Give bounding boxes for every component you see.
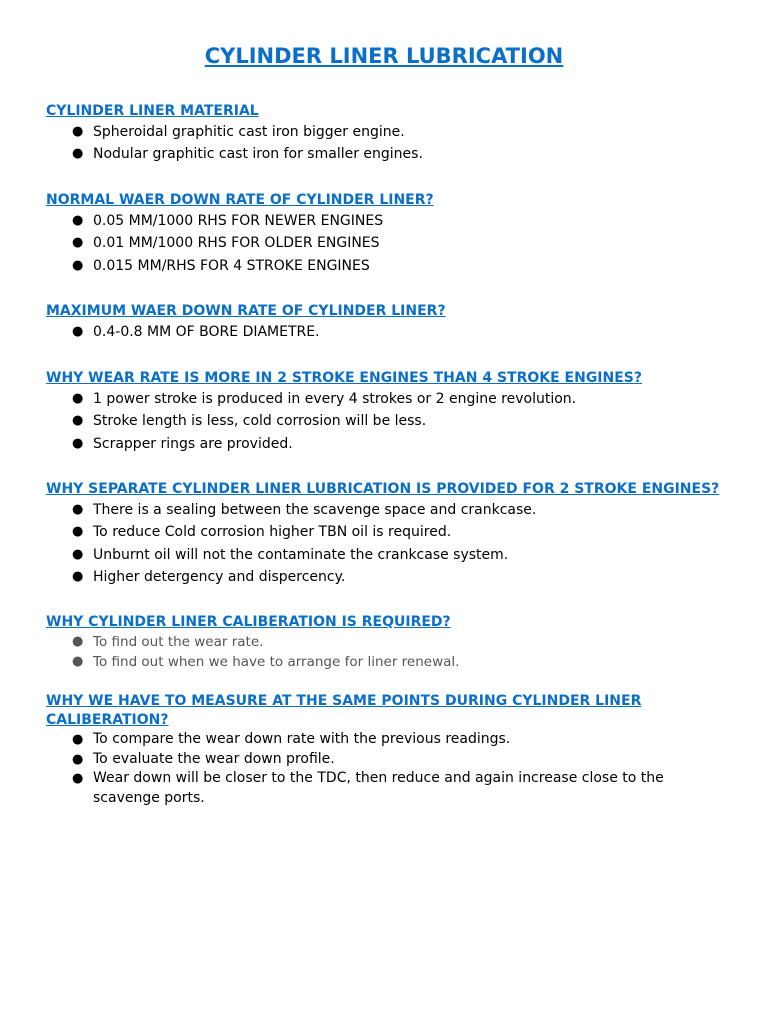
section-normal-wear-rate <box>46 191 736 277</box>
section-separate-lubrication <box>46 480 736 588</box>
section-liner-material <box>46 102 736 166</box>
list-item <box>46 521 736 543</box>
list-item-text: To reduce Cold corrosion higher TBN oil is required. <box>93 524 452 541</box>
list-item <box>46 769 726 808</box>
list-item-text: 0.4-0.8 MM OF BORE DIAMETRE. <box>93 324 320 340</box>
list-item-text: 0.015 MM/RHS FOR 4 STROKE ENGINES <box>93 257 370 274</box>
bullet-icon: ● <box>72 413 84 429</box>
list-item-text: Unburnt oil will not the contaminate the crankcase system. <box>93 546 509 563</box>
list-item <box>46 232 736 254</box>
bullet-icon: ● <box>72 391 84 406</box>
bullet-icon: ● <box>72 324 84 339</box>
list-item-text: Higher detergency and dispercency. <box>93 568 346 585</box>
bullet-list <box>46 499 736 588</box>
list-item <box>46 730 726 750</box>
section-heading: WHY WE HAVE TO MEASURE AT THE SAME POINTS DURING CYLINDER LINER CALIBERATION? <box>46 693 642 728</box>
list-item-text: To evaluate the wear down profile. <box>93 750 335 767</box>
list-item-text: Wear down will be closer to the TDC, then reduce and again increase close to the scavenge ports. <box>93 770 664 806</box>
list-item <box>46 632 736 652</box>
bullet-icon: ● <box>72 751 84 767</box>
list-item <box>46 210 736 232</box>
list-item <box>46 388 736 410</box>
section-heading: WHY CYLINDER LINER CALIBERATION IS REQUIRED? <box>46 614 451 630</box>
bullet-icon: ● <box>72 634 84 649</box>
section-heading: WHY SEPARATE CYLINDER LINER LUBRICATION IS PROVIDED FOR 2 STROKE ENGINES? <box>46 481 720 497</box>
bullet-list <box>46 632 736 672</box>
list-item <box>46 410 736 432</box>
bullet-icon: ● <box>72 235 84 251</box>
document-title: CYLINDER LINER LUBRICATION <box>204 44 564 68</box>
section-heading: CYLINDER LINER MATERIAL <box>46 103 259 119</box>
bullet-icon: ● <box>72 568 84 584</box>
list-item <box>46 433 736 455</box>
list-item <box>46 121 736 143</box>
bullet-icon: ● <box>72 435 84 451</box>
bullet-icon: ● <box>72 732 84 747</box>
bullet-icon: ● <box>72 546 84 562</box>
list-item <box>46 544 736 566</box>
section-maximum-wear-rate <box>46 302 736 343</box>
list-item-text: 0.01 MM/1000 RHS FOR OLDER ENGINES <box>93 235 380 252</box>
list-item <box>46 321 736 343</box>
bullet-icon: ● <box>72 654 84 669</box>
bullet-list <box>46 321 736 343</box>
list-item <box>46 566 736 588</box>
list-item <box>46 750 726 770</box>
bullet-icon: ● <box>72 771 84 786</box>
bullet-list <box>46 730 726 808</box>
bullet-icon: ● <box>72 502 84 517</box>
section-heading: WHY WEAR RATE IS MORE IN 2 STROKE ENGINES THAN 4 STROKE ENGINES? <box>46 370 643 386</box>
bullet-list <box>46 210 736 277</box>
list-item-text: Nodular graphitic cast iron for smaller engines. <box>93 146 423 163</box>
bullet-icon: ● <box>72 257 84 273</box>
list-item-text: Stroke length is less, cold corrosion will be less. <box>93 413 427 430</box>
bullet-list <box>46 121 736 166</box>
list-item-text: 0.05 MM/1000 RHS FOR NEWER ENGINES <box>93 213 384 229</box>
list-item-text: Scrapper rings are provided. <box>93 435 293 452</box>
bullet-list <box>46 388 736 455</box>
bullet-icon: ● <box>72 146 84 162</box>
section-heading: MAXIMUM WAER DOWN RATE OF CYLINDER LINER? <box>46 303 446 319</box>
section-heading: NORMAL WAER DOWN RATE OF CYLINDER LINER? <box>46 192 434 208</box>
list-item-text: To find out the wear rate. <box>93 634 264 650</box>
section-measure-same-points <box>46 692 726 808</box>
bullet-icon: ● <box>72 124 84 139</box>
list-item <box>46 652 736 672</box>
list-item <box>46 499 736 521</box>
section-caliberation-required <box>46 613 736 672</box>
list-item <box>46 143 736 165</box>
list-item-text: Spheroidal graphitic cast iron bigger engine. <box>93 124 405 140</box>
list-item-text: To compare the wear down rate with the previous readings. <box>93 731 511 747</box>
list-item-text: 1 power stroke is produced in every 4 strokes or 2 engine revolution. <box>93 391 577 407</box>
list-item-text: To find out when we have to arrange for liner renewal. <box>93 654 460 670</box>
list-item-text: There is a sealing between the scavenge space and crankcase. <box>93 502 537 518</box>
list-item <box>46 255 736 277</box>
section-wear-rate-2-stroke <box>46 369 736 455</box>
bullet-icon: ● <box>72 524 84 540</box>
bullet-icon: ● <box>72 213 84 228</box>
